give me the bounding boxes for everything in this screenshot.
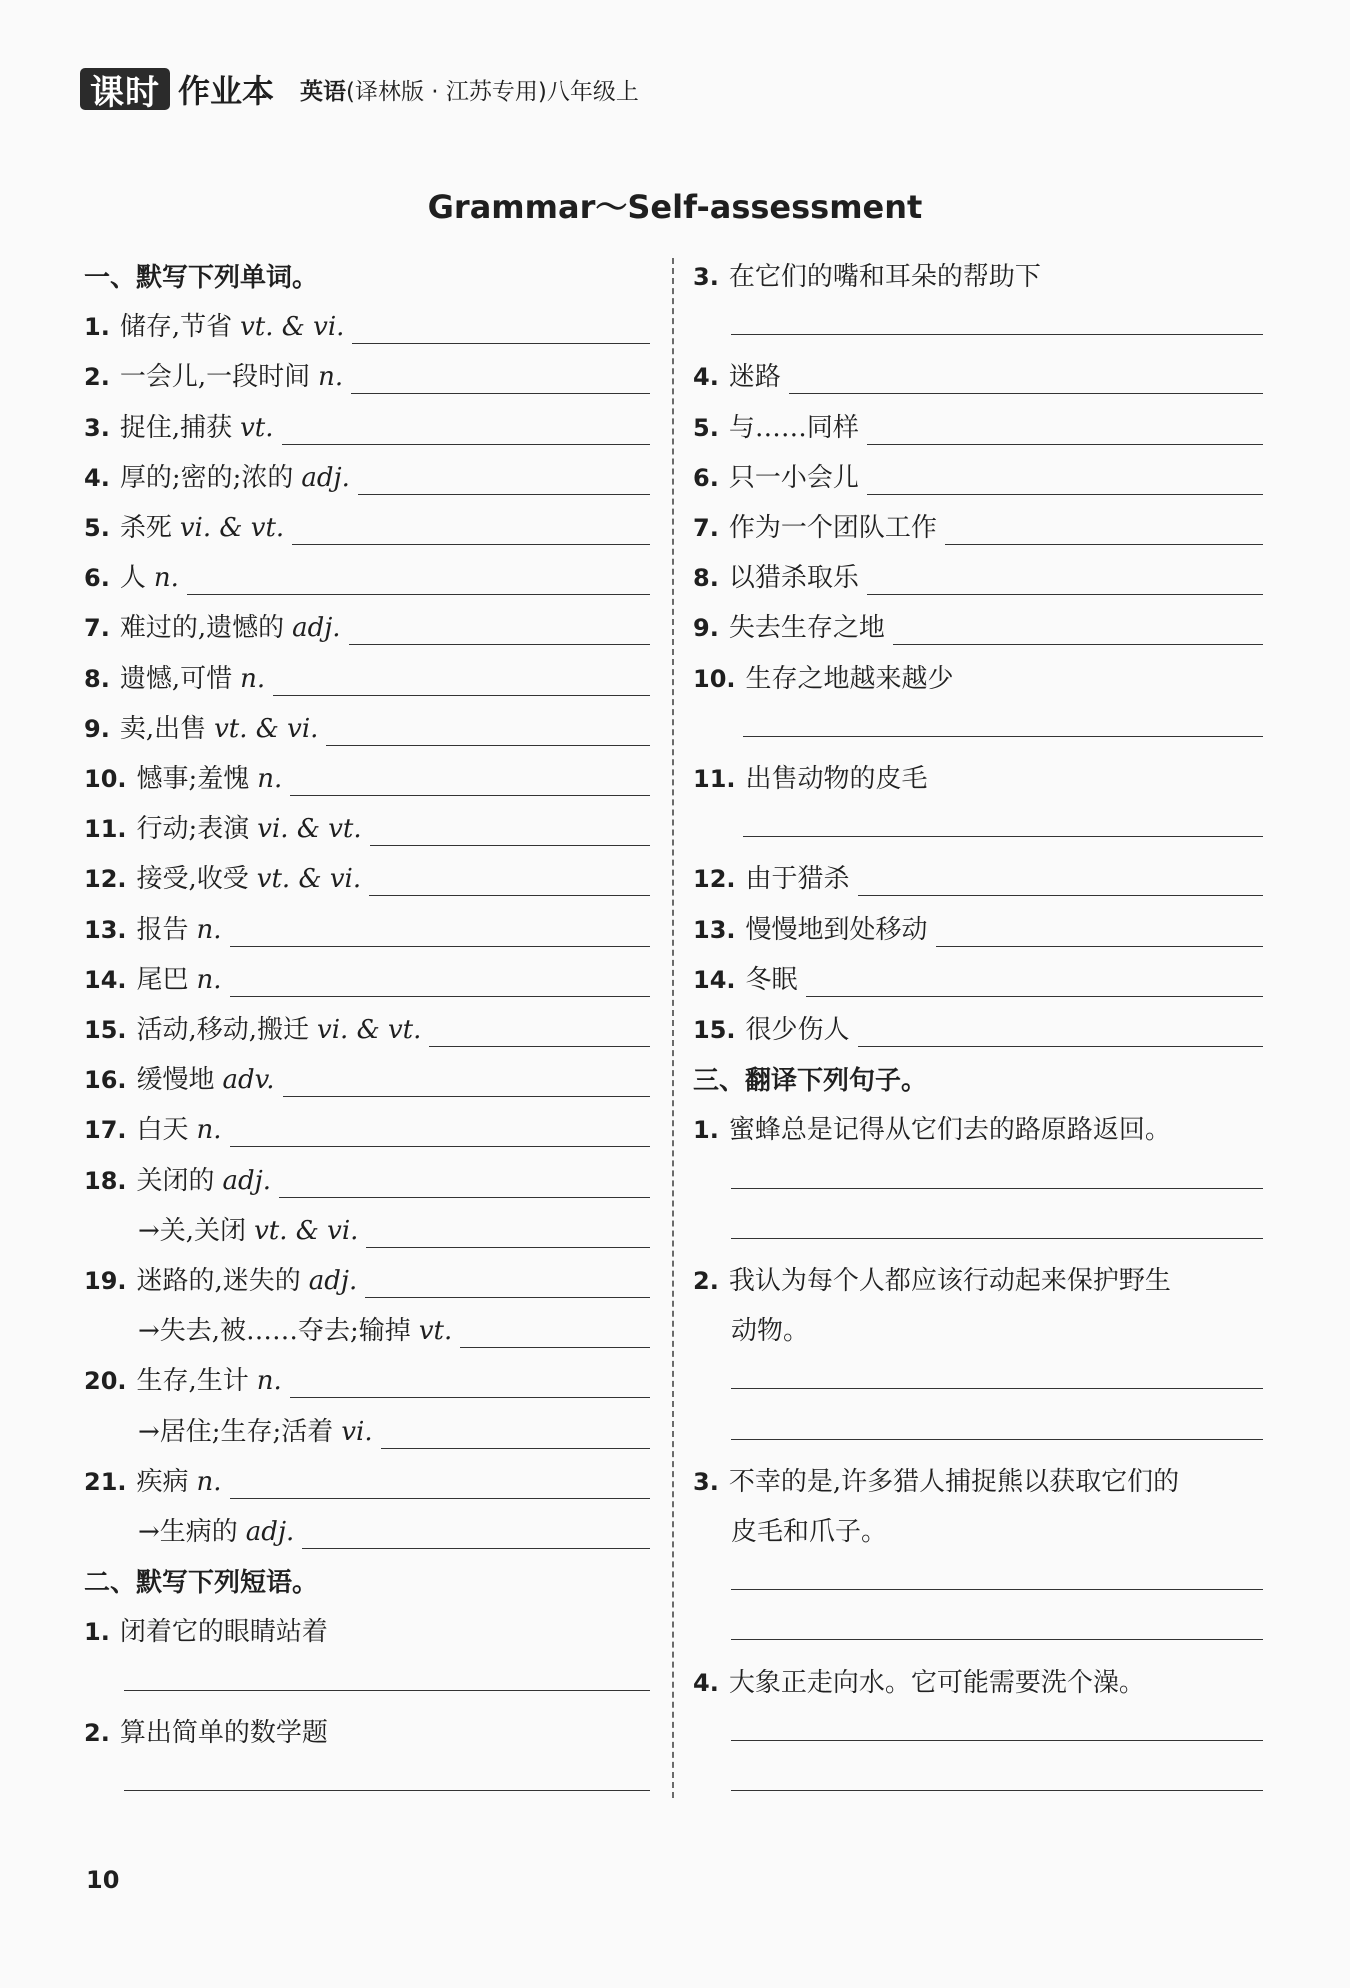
item-number: 9. [693, 614, 719, 643]
phrase-item [693, 854, 1263, 904]
word-item [84, 754, 650, 804]
item-prompt: 难过的,遗憾的 [119, 613, 285, 644]
answer-line[interactable] [743, 836, 1263, 837]
item-number: 17. [84, 1116, 127, 1145]
answer-blank[interactable] [945, 514, 1263, 545]
item-number: 4. [84, 463, 110, 492]
item-number: 3. [84, 413, 110, 442]
item-number: 5. [84, 514, 110, 542]
part-of-speech: n. [256, 1366, 282, 1397]
item-prompt: 不幸的是,许多猎人捕捉熊以获取它们的 [728, 1466, 1180, 1497]
part-of-speech: n. [196, 1466, 222, 1497]
item-prompt: 关闭的 [136, 1165, 215, 1196]
word-item [84, 1256, 650, 1306]
answer-blank[interactable] [867, 464, 1263, 495]
item-prompt: 闭着它的眼睛站着 [119, 1617, 328, 1648]
item-prompt: 作为一个团队工作 [728, 513, 937, 543]
answer-line[interactable] [743, 736, 1263, 737]
part-of-speech: vt. & vi. [254, 1215, 359, 1246]
part-of-speech: n. [153, 563, 179, 594]
item-prompt: 缓慢地 [136, 1065, 215, 1096]
answer-blank[interactable] [381, 1418, 650, 1449]
answer-blank[interactable] [326, 715, 650, 746]
item-prompt: 迷路的,迷失的 [136, 1266, 301, 1296]
part-of-speech: n. [196, 1115, 222, 1146]
phrase-item [84, 1708, 650, 1758]
item-number: 11. [693, 765, 736, 793]
answer-blank[interactable] [187, 564, 650, 595]
item-prompt: 在它们的嘴和耳朵的帮助下 [728, 262, 1041, 292]
part-of-speech: vt. [240, 412, 274, 443]
answer-blank[interactable] [789, 363, 1263, 394]
word-item [84, 905, 650, 955]
word-item [84, 403, 650, 453]
item-prompt: 报告 [136, 914, 189, 945]
section-heading-words: 一、默写下列单词。 [84, 263, 319, 293]
item-prompt: 出售动物的皮毛 [745, 764, 928, 794]
phrase-item [693, 403, 1263, 453]
part-of-speech: vt. & vi. [214, 713, 319, 744]
answer-blank[interactable] [460, 1317, 650, 1348]
answer-blank[interactable] [230, 916, 650, 947]
item-prompt: 算出简单的数学题 [119, 1717, 328, 1748]
item-number: 8. [693, 564, 719, 593]
item-number: 14. [84, 965, 127, 994]
word-item [84, 1507, 650, 1557]
part-of-speech: adj. [301, 462, 350, 493]
item-number: 19. [84, 1267, 127, 1295]
word-item [84, 553, 650, 603]
answer-blank[interactable] [230, 1116, 650, 1147]
phrase-item [693, 905, 1263, 955]
logo-text: 作业本 [178, 72, 275, 110]
word-item [84, 1356, 650, 1406]
word-item [84, 654, 650, 704]
book-subtitle [300, 73, 639, 106]
answer-blank[interactable] [292, 514, 650, 545]
answer-line[interactable] [731, 1388, 1263, 1389]
answer-blank[interactable] [366, 1217, 650, 1248]
item-number: 6. [84, 564, 110, 593]
item-number: 2. [693, 1267, 719, 1295]
answer-blank[interactable] [358, 464, 650, 495]
sentence-item [693, 1105, 1263, 1155]
item-number: 13. [693, 915, 736, 944]
item-prompt: 由于猎杀 [745, 864, 850, 895]
answer-blank[interactable] [867, 414, 1263, 445]
item-prompt: →生病的 [138, 1517, 238, 1547]
item-prompt: 遗憾,可惜 [119, 663, 233, 694]
answer-blank[interactable] [351, 363, 650, 394]
item-prompt: 捉住,捕获 [119, 412, 233, 443]
item-prompt: 卖,出售 [119, 713, 207, 744]
answer-line[interactable] [731, 1790, 1263, 1791]
item-prompt: 蜜蜂总是记得从它们去的路原路返回。 [728, 1115, 1171, 1146]
logo-badge: 课时 [80, 68, 170, 110]
item-prompt: 活动,移动,搬迁 [136, 1015, 310, 1045]
item-number: 20. [84, 1367, 127, 1396]
item-number: 5. [693, 413, 719, 442]
part-of-speech: vt. [418, 1316, 453, 1347]
item-prompt: 很少伤人 [745, 1015, 850, 1045]
item-prompt: →关,关闭 [138, 1215, 247, 1246]
answer-line[interactable] [731, 1188, 1263, 1189]
item-prompt: 疾病 [136, 1466, 189, 1497]
item-number: 1. [84, 1618, 110, 1647]
item-prompt: 行动;表演 [136, 814, 250, 845]
answer-blank[interactable] [282, 414, 651, 445]
item-number: 18. [84, 1166, 127, 1195]
item-number: 15. [693, 1016, 736, 1044]
word-item [84, 1407, 650, 1457]
phrase-item [693, 654, 1263, 704]
answer-blank[interactable] [369, 865, 650, 896]
sentence-continuation [731, 1306, 1263, 1356]
item-number: 7. [693, 514, 719, 542]
item-number: 9. [84, 714, 110, 743]
item-prompt: 慢慢地到处移动 [745, 914, 928, 945]
item-number: 10. [84, 765, 127, 793]
part-of-speech: vi. & vt. [317, 1015, 422, 1045]
part-of-speech: n. [240, 663, 266, 694]
book-header [80, 64, 639, 114]
phrase-item [693, 453, 1263, 503]
phrase-item [693, 553, 1263, 603]
answer-blank[interactable] [349, 614, 650, 645]
item-number: 2. [84, 1718, 110, 1747]
answer-blank[interactable] [370, 815, 650, 846]
word-item [84, 453, 650, 503]
phrase-item [693, 955, 1263, 1005]
item-prompt: 只一小会儿 [728, 462, 859, 493]
item-number: 14. [693, 965, 736, 994]
word-item [84, 1306, 650, 1356]
item-prompt: →居住;生存;活着 [138, 1416, 334, 1447]
answer-blank[interactable] [867, 564, 1263, 595]
answer-blank[interactable] [936, 916, 1263, 947]
item-prompt: 与……同样 [728, 412, 859, 443]
item-number: 3. [693, 1467, 719, 1496]
item-number: 16. [84, 1066, 127, 1095]
part-of-speech: vi. [341, 1416, 373, 1447]
item-prompt: 迷路 [728, 362, 781, 393]
item-prompt: 失去生存之地 [728, 613, 885, 644]
item-number: 15. [84, 1016, 127, 1044]
item-prompt-continued: 皮毛和爪子。 [731, 1517, 888, 1547]
sentence-item [693, 1256, 1263, 1306]
sentence-item [693, 1658, 1263, 1708]
word-item [84, 352, 650, 402]
item-prompt: 接受,收受 [136, 864, 249, 895]
phrase-item [693, 252, 1263, 302]
answer-blank[interactable] [279, 1167, 650, 1198]
word-item [84, 1055, 650, 1105]
part-of-speech: adv. [222, 1065, 275, 1096]
item-prompt: 尾巴 [136, 964, 189, 995]
item-number: 10. [693, 664, 736, 693]
part-of-speech: adj. [308, 1266, 358, 1296]
answer-blank[interactable] [302, 1518, 650, 1549]
phrase-item [693, 603, 1263, 653]
column-divider [672, 258, 674, 1798]
answer-blank[interactable] [290, 1367, 650, 1398]
item-prompt: 我认为每个人都应该行动起来保护野生 [728, 1266, 1171, 1296]
phrase-item [693, 754, 1263, 804]
word-item [84, 1005, 650, 1055]
part-of-speech: vt. & vi. [256, 864, 362, 895]
part-of-speech: adj. [292, 613, 341, 644]
answer-blank[interactable] [230, 966, 650, 997]
word-item [84, 1105, 650, 1155]
page-number: 10 [86, 1866, 120, 1894]
part-of-speech: adj. [222, 1165, 272, 1196]
answer-blank[interactable] [365, 1267, 650, 1298]
answer-blank[interactable] [806, 966, 1263, 997]
answer-line[interactable] [124, 1790, 650, 1791]
item-prompt: 杀死 [119, 513, 172, 543]
item-prompt: 厚的;密的;浓的 [119, 462, 294, 493]
answer-blank[interactable] [858, 865, 1263, 896]
word-item [84, 955, 650, 1005]
item-prompt: 储存,节省 [119, 312, 233, 343]
part-of-speech: vi. & vt. [179, 513, 285, 543]
part-of-speech: n. [318, 362, 344, 393]
answer-line[interactable] [731, 1238, 1263, 1239]
section-heading-sentences: 三、翻译下列句子。 [693, 1066, 928, 1097]
item-number: 12. [693, 865, 736, 894]
answer-blank[interactable] [352, 313, 650, 344]
item-prompt: 生存之地越来越少 [745, 663, 954, 694]
word-item [84, 704, 650, 754]
phrase-item [693, 352, 1263, 402]
phrase-item [84, 1607, 650, 1657]
part-of-speech: n. [196, 914, 222, 945]
part-of-speech: vt. & vi. [240, 312, 345, 343]
answer-line[interactable] [124, 1690, 650, 1691]
item-prompt: 生存,生计 [136, 1366, 249, 1397]
answer-line[interactable] [731, 1439, 1263, 1440]
item-number: 2. [84, 363, 110, 392]
word-item [84, 302, 650, 352]
answer-blank[interactable] [858, 1016, 1263, 1047]
answer-line[interactable] [731, 1639, 1263, 1640]
word-item [84, 1457, 650, 1507]
page-title: Grammar～Self-assessment [427, 188, 923, 226]
item-number: 3. [693, 263, 719, 291]
item-prompt: →失去,被……夺去;输掉 [138, 1316, 411, 1347]
subject-label: 英语 [300, 78, 347, 105]
word-item [84, 804, 650, 854]
phrase-item [693, 503, 1263, 553]
section-heading-phrases: 二、默写下列短语。 [84, 1568, 319, 1599]
item-number: 6. [693, 463, 719, 492]
item-number: 12. [84, 865, 127, 894]
answer-blank[interactable] [230, 1468, 650, 1499]
answer-line[interactable] [731, 1740, 1263, 1741]
word-item [84, 854, 650, 904]
item-number: 7. [84, 614, 110, 643]
item-number: 1. [84, 313, 110, 342]
answer-blank[interactable] [290, 765, 650, 796]
sentence-continuation [731, 1507, 1263, 1557]
word-item [84, 503, 650, 553]
item-number: 21. [84, 1467, 127, 1496]
item-number: 11. [84, 815, 127, 844]
word-item [84, 1156, 650, 1206]
item-number: 8. [84, 664, 110, 693]
part-of-speech: adj. [245, 1517, 295, 1547]
answer-blank[interactable] [429, 1016, 650, 1047]
answer-line[interactable] [731, 334, 1263, 335]
item-prompt: 冬眠 [745, 964, 798, 995]
answer-line[interactable] [731, 1589, 1263, 1590]
item-prompt: 一会儿,一段时间 [119, 362, 311, 393]
item-prompt: 大象正走向水。它可能需要洗个澡。 [728, 1667, 1145, 1698]
answer-blank[interactable] [893, 614, 1263, 645]
item-prompt: 白天 [136, 1115, 189, 1146]
item-number: 1. [693, 1116, 719, 1145]
word-item [84, 603, 650, 653]
item-prompt-continued: 动物。 [731, 1316, 810, 1347]
part-of-speech: n. [257, 764, 283, 794]
part-of-speech: vi. & vt. [257, 814, 362, 845]
word-item [84, 1206, 650, 1256]
answer-blank[interactable] [283, 1066, 650, 1097]
part-of-speech: n. [196, 964, 222, 995]
item-number: 13. [84, 915, 127, 944]
item-prompt: 憾事;羞愧 [136, 764, 250, 794]
answer-blank[interactable] [273, 665, 650, 696]
edition-label: (译林版 · 江苏专用)八年级上 [346, 78, 639, 105]
sentence-item [693, 1457, 1263, 1507]
item-prompt: 以猎杀取乐 [728, 563, 859, 594]
phrase-item [693, 1005, 1263, 1055]
item-number: 4. [693, 1668, 719, 1697]
item-number: 4. [693, 363, 719, 392]
item-prompt: 人 [119, 563, 146, 594]
